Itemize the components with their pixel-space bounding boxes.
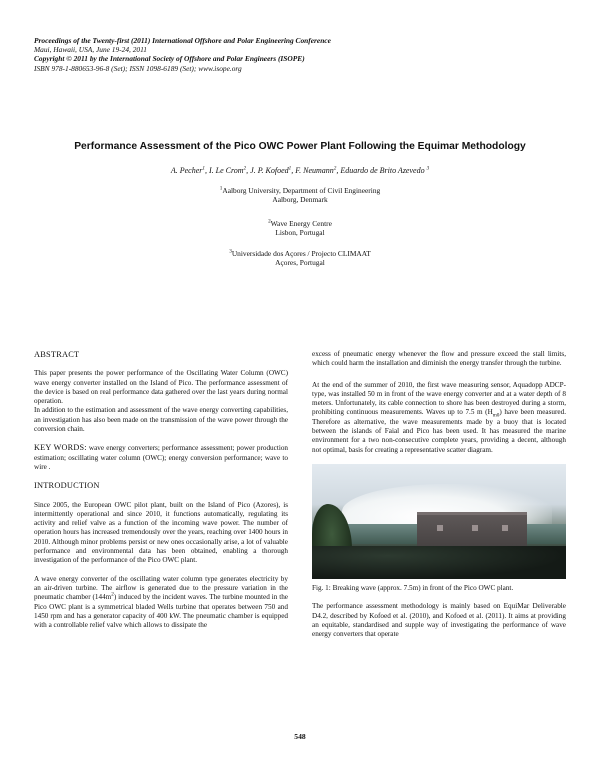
affiliation-line: Aalborg University, Department of Civil Engineering xyxy=(222,186,381,195)
affiliation-line: Universidade dos Açores / Projecto CLIMAAT xyxy=(231,249,371,258)
author-name: A. Pecher xyxy=(170,166,203,175)
header-line-location: Maui, Hawaii, USA, June 19-24, 2011 xyxy=(34,45,147,55)
introduction-paragraph: A wave energy converter of the oscillating water column type generates electricity by an air-driven turbine. The airflow is generated due to the pressure variation in the pneumatic chamber $(144m^2)$ induced by the incident waves. The turbine mounted in the Pico OWC plant is a symmetrical bladed Wells turbine that operates between 750 and 1450 rpm and has a generator capacity of 400 kW. The pneumatic chamber is equipped with a controllable relief valve which allows to dissipate the xyxy=(34,574,288,630)
author-name: Eduardo de Brito Azevedo xyxy=(340,166,425,175)
affiliation-mark: 2 xyxy=(268,218,271,225)
affiliation-2 xyxy=(100,219,500,237)
left-column xyxy=(34,350,288,639)
affiliation-3 xyxy=(100,249,500,267)
affiliation-line: Lisbon, Portugal xyxy=(275,228,325,238)
affiliation-line: Açores, Portugal xyxy=(275,258,325,268)
author-affil-mark: 2 xyxy=(243,165,247,172)
affiliation-1 xyxy=(100,186,500,204)
author-affil-mark: 3 xyxy=(426,165,430,172)
figure-1-photo xyxy=(312,464,566,579)
paper-title: Performance Assessment of the Pico OWC Power Plant Following the Equimar Methodology xyxy=(74,141,526,152)
author-name: I. Le Crom xyxy=(208,166,244,175)
right-column xyxy=(312,350,566,648)
body-paragraph: excess of pneumatic energy whenever the flow and pressure exceed the stall limits, which could harm the installation and diminish the energy transfer through the turbine. xyxy=(312,350,566,368)
author-list: A. Pecher$^1$, I. Le Crom$^2$, J. P. Kofoed$^1$, F. Neumann$^2$, Eduardo de Brito Azevedo $^3$ xyxy=(170,165,430,175)
abstract-paragraph: In addition to the estimation and assessment of the wave energy converting capabilities, an investigation has also been made on the transmission of the wave power through the conversion chain. xyxy=(34,406,288,434)
author-affil-mark: 2 xyxy=(333,165,337,172)
body-paragraph: At the end of the summer of 2010, the first wave measuring sensor, Aquadopp ADCP-type, was installed 50 m in front of the wave energy converter and at a water depth of 8 meters. Unfortunately, its cable connection to shore has been destroyed during a storm, prohibiting continuous measurements. Waves up to 7.5 m $(H_{m0})$ have been measured. Therefore as alternative, the wave measurements made by a buoy that is located between the islands of Faial and Pico has been used. It has measured the marine environment for a two non-consecutive complete years, providing a decent, although not optimal, basis for creating a representative scatter diagram. xyxy=(312,380,566,454)
header-line-isbn: ISBN 978-1-880653-96-8 (Set); ISSN 1098-6189 (Set); www.isope.org xyxy=(34,63,242,73)
author-affil-mark: 1 xyxy=(288,165,292,172)
introduction-heading: INTRODUCTION xyxy=(34,481,100,491)
author-name: F. Neumann xyxy=(295,166,334,175)
keywords-text: wave energy converters; performance assessment; power production estimation; oscillating water column (OWC); energy conversion performance; wave to wire . xyxy=(34,444,289,471)
affiliation-line: Wave Energy Centre xyxy=(270,219,332,228)
proceedings-header xyxy=(34,36,554,73)
page-number: 548 xyxy=(294,732,306,741)
affiliation-line: Aalborg, Denmark xyxy=(272,195,328,205)
author-name: J. P. Kofoed xyxy=(250,166,289,175)
keywords-label: KEY WORDS: xyxy=(34,443,87,453)
affiliation-mark: 3 xyxy=(229,248,232,255)
introduction-paragraph: Since 2005, the European OWC pilot plant, built on the Island of Pico (Azores), is intermittently operational and since 2010, it functions automatically, regulating its activity and relief valve as a function of the incoming wave power. The number of operation hours has increased tremendously over the years, reaching over 1400 hours in 2010. Although minor problems persist or new ones occasionally arise, a lot of valuable performance and environmental data has been obtained, enabling a thorough investigation of the performance of the Pico OWC plant. xyxy=(34,500,288,565)
figure-1-caption: Fig. 1: Breaking wave (approx. 7.5m) in front of the Pico OWC plant. xyxy=(312,583,514,592)
header-line-copyright: Copyright © 2011 by the International Society of Offshore and Polar Engineers (ISOPE) xyxy=(34,54,305,64)
shore-rocks xyxy=(312,546,566,579)
keywords xyxy=(34,443,288,472)
author-affil-mark: 1 xyxy=(202,165,205,172)
body-paragraph: The performance assessment methodology is mainly based on EquiMar Deliverable D4.2, described by Kofoed et al. (2010), and Kofoed et al. (2011). It aims at providing an equitable, standardised and supple way of investigating the performance of wave energy converters that operate xyxy=(312,602,566,639)
abstract-heading: ABSTRACT xyxy=(34,350,80,359)
abstract-paragraph: This paper presents the power performance of the Oscillating Water Column (OWC) wave energy converter installed on the Island of Pico. The performance assessment of the device is based on real performance data gathered over the last years during normal operation. xyxy=(34,369,288,406)
header-line-conference: Proceedings of the Twenty-first (2011) International Offshore and Polar Engineering Conference xyxy=(34,36,331,45)
affiliation-mark: 1 xyxy=(219,185,223,192)
